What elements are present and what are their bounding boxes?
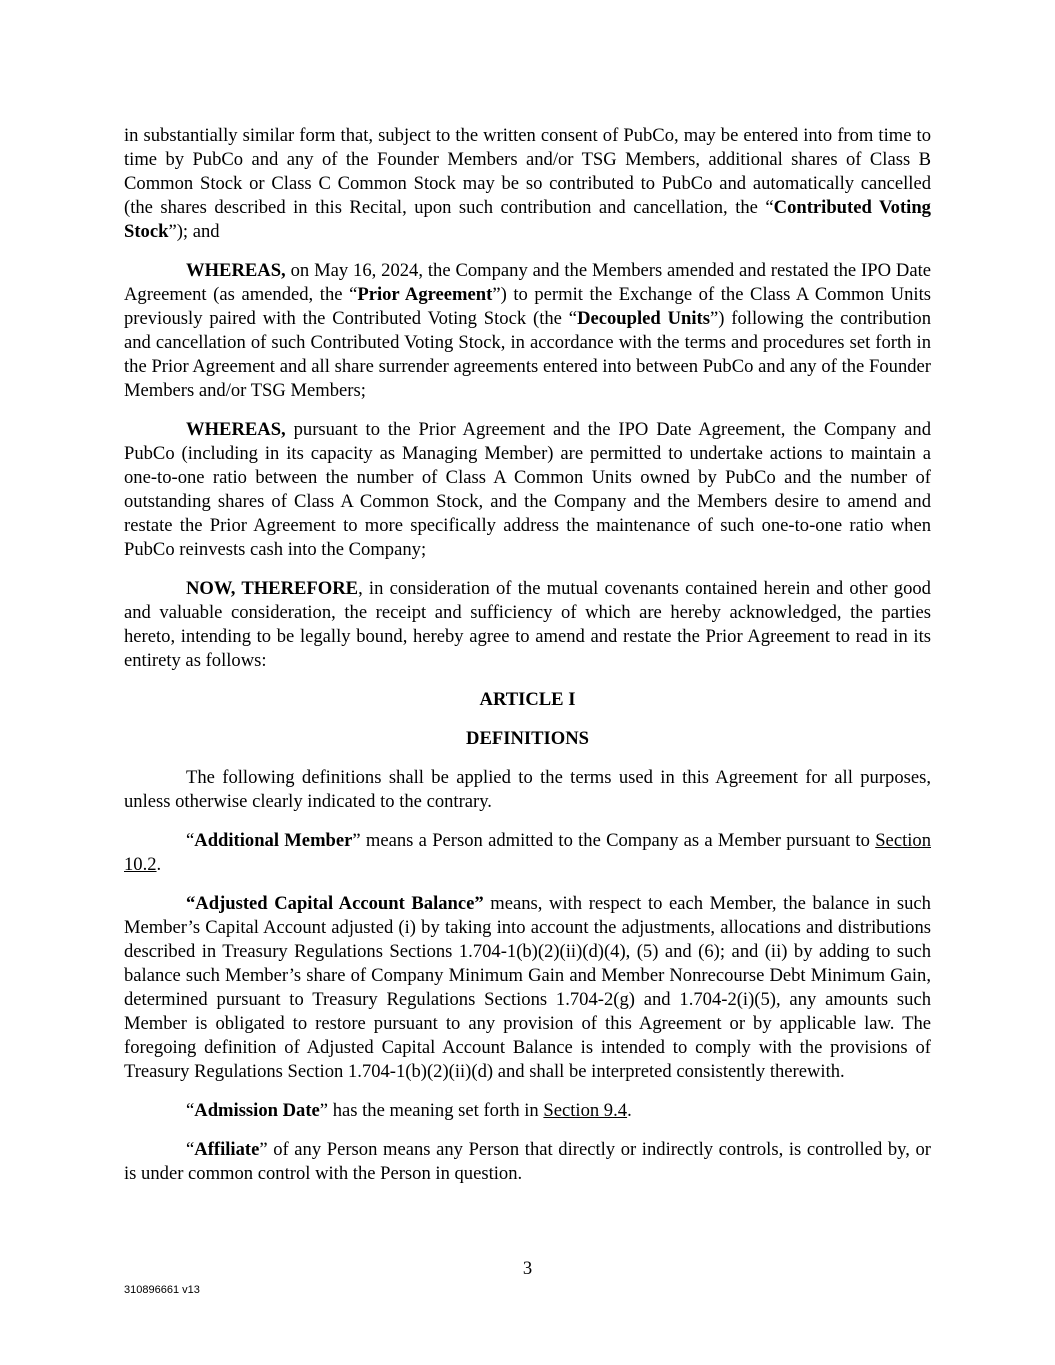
page-number: 3 [522, 1258, 533, 1279]
defined-term: Contributed Voting Stock [124, 197, 931, 242]
whereas-lead: WHEREAS, [186, 419, 286, 440]
defined-term: Affiliate [194, 1139, 260, 1160]
defined-term: Additional Member [194, 830, 353, 851]
definition-affiliate: “Affiliate” of any Person means any Person that directly or indirectly controls, is controlled by, or is under common control with the Person in question. [124, 1139, 931, 1184]
definition-admission-date: “Admission Date” has the meaning set forth in Section 9.4. [186, 1100, 632, 1121]
defined-term: “Adjusted Capital Account Balance” [186, 893, 484, 914]
definition-additional-member: “Additional Member” means a Person admitted to the Company as a Member pursuant to Section 10.2. [124, 830, 931, 875]
defined-term: Decoupled Units [577, 308, 710, 329]
now-therefore-lead: NOW, THEREFORE [186, 578, 359, 599]
document-page [124, 124, 931, 1201]
definitions-intro-paragraph: The following definitions shall be applied to the terms used in this Agreement for all purposes, unless otherwise clearly indicated to the contrary. [124, 767, 931, 812]
now-therefore-paragraph: NOW, THEREFORE, in consideration of the mutual covenants contained herein and other good and valuable consideration, the receipt and sufficiency of which are hereby acknowledged, the parties hereto, intending to be legally bound, hereby agree to amend and restate the Prior Agreement to read in its entirety as follows: [124, 578, 931, 671]
article-number-heading: ARTICLE I [479, 689, 576, 710]
whereas-paragraph-ratio: WHEREAS, pursuant to the Prior Agreement and the IPO Date Agreement, the Company and PubCo (including in its capacity as Managing Member) are permitted to undertake actions to maintain a one-to-one ratio between the number of Class A Common Units owned by PubCo and the number of outstanding shares of Class A Common Stock, and the Company and the Members desire to amend and restate the Prior Agreement to more specifically address the maintenance of such one-to-one ratio when PubCo reinvests cash into the Company; [124, 419, 931, 560]
article-title-heading: DEFINITIONS [466, 728, 589, 749]
defined-term: Admission Date [194, 1100, 320, 1121]
whereas-lead: WHEREAS, [186, 260, 286, 281]
defined-term: Prior Agreement [357, 284, 493, 305]
recital-continuation-paragraph: in substantially similar form that, subject to the written consent of PubCo, may be entered into from time to time by PubCo and any of the Founder Members and/or TSG Members, additional shares of Class B Common Stock or Class C Common Stock may be so contributed to PubCo and automatically cancelled (the shares described in this Recital, upon such contribution and cancellation, the “Contributed Voting Stock”); and [124, 125, 931, 242]
whereas-paragraph-prior-agreement: WHEREAS, on May 16, 2024, the Company and the Members amended and restated the IPO Date Agreement (as amended, the “Prior Agreement”) to permit the Exchange of the Class A Common Units previously paired with the Contributed Voting Stock (the “Decoupled Units”) following the contribution and cancellation of such Contributed Voting Stock, in accordance with the terms and procedures set forth in the Prior Agreement and all share surrender agreements entered into between PubCo and any of the Founder Members and/or TSG Members; [124, 260, 931, 401]
document-id: 310896661 v13 [124, 1284, 200, 1296]
section-reference: Section 10.2 [124, 830, 931, 875]
section-reference: Section 9.4 [543, 1100, 628, 1121]
definition-adjusted-capital-account-balance: “Adjusted Capital Account Balance” means, with respect to each Member, the balance in such Member’s Capital Account adjusted (i) by taking into account the adjustments, allocations and distributions described in Treasury Regulations Sections 1.704-1(b)(2)(ii)(d)(4), (5) and (6); and (ii) by adding to such balance such Member’s share of Company Minimum Gain and Member Nonrecourse Debt Minimum Gain, determined pursuant to Treasury Regulations Sections 1.704-2(g) and 1.704-2(i)(5), any amounts such Member is obligated to restore pursuant to any provision of this Agreement or by applicable law. The foregoing definition of Adjusted Capital Account Balance is intended to comply with the provisions of Treasury Regulations Section 1.704-1(b)(2)(ii)(d) and shall be interpreted consistently therewith. [124, 893, 931, 1082]
